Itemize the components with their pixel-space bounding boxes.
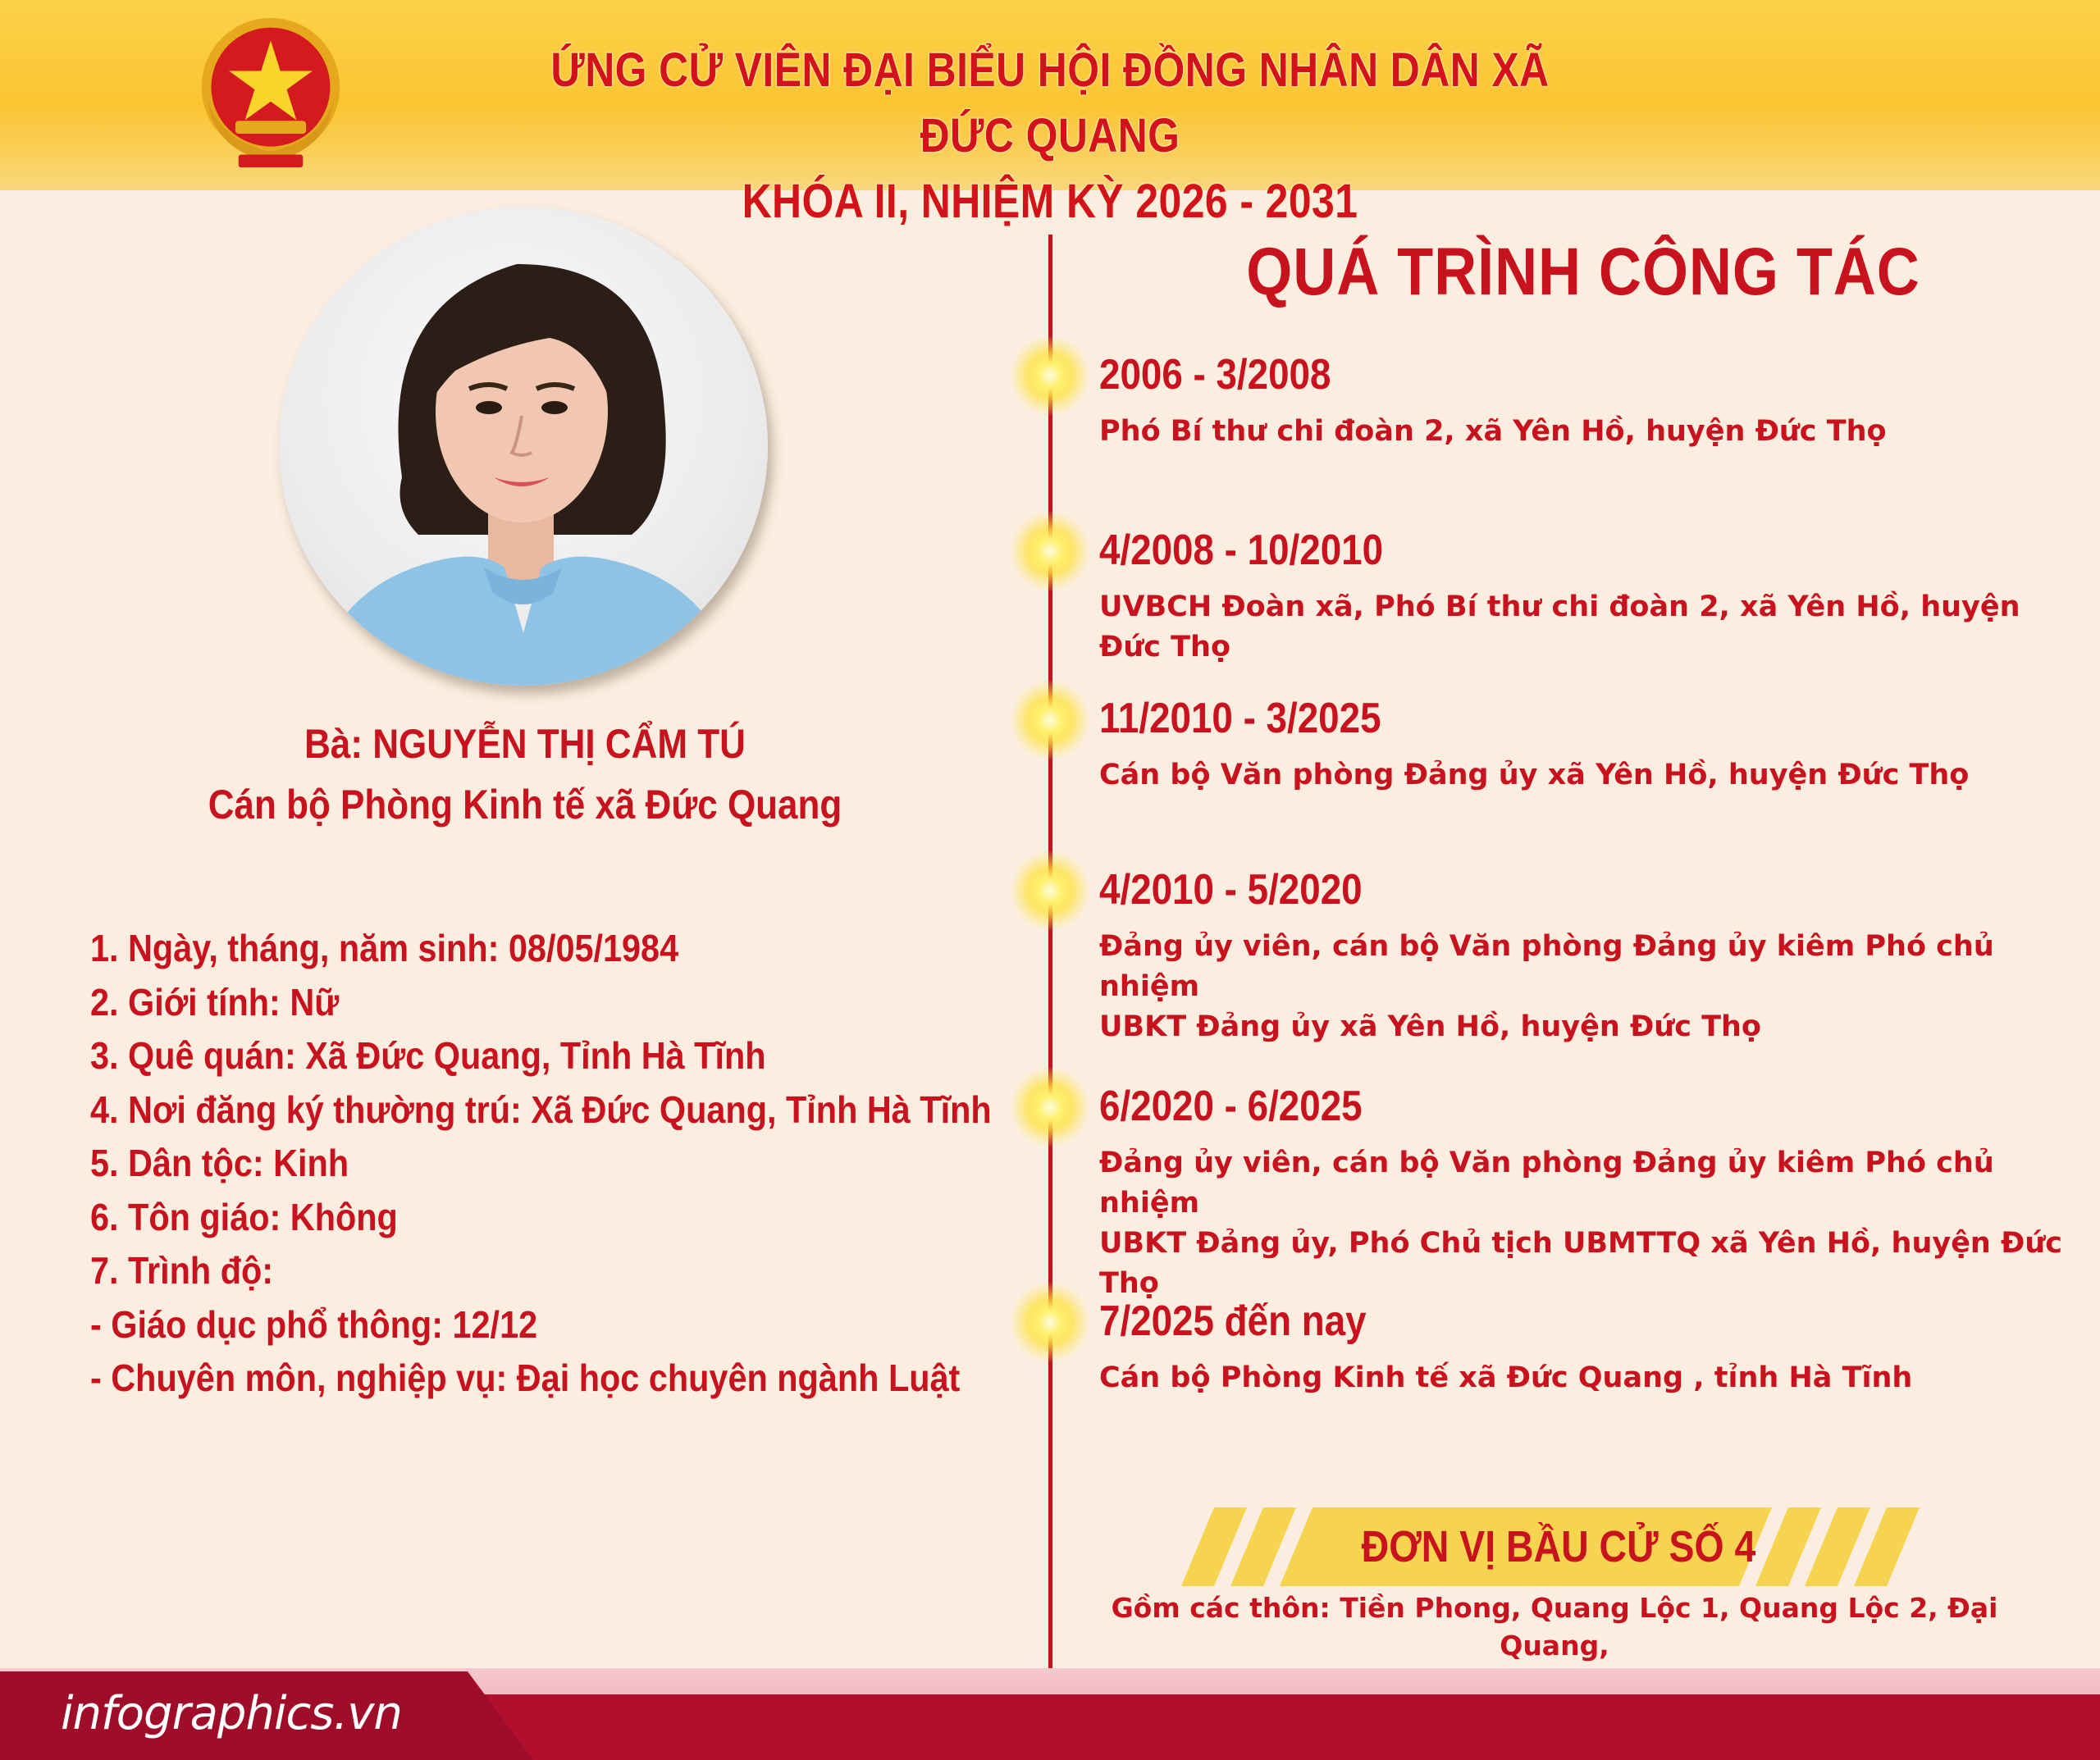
timeline-item <box>1099 1081 2084 1304</box>
timeline-period: 4/2008 - 10/2010 <box>1099 527 1384 574</box>
timeline-marker-icon <box>1011 851 1089 930</box>
career-title: QUÁ TRÌNH CÔNG TÁC <box>1246 235 1920 309</box>
info-birthdate: 1. Ngày, tháng, năm sinh: 08/05/1984 <box>90 927 679 969</box>
info-education-heading: 7. Trình độ: <box>90 1249 274 1292</box>
info-religion: 6. Tôn giáo: Không <box>90 1195 398 1238</box>
personal-info-list <box>90 922 992 1406</box>
timeline-marker-icon <box>1011 512 1089 590</box>
info-residence: 4. Nơi đăng ký thường trú: Xã Đức Quang, Tỉnh Hà Tĩnh <box>90 1087 992 1131</box>
candidate-photo <box>279 207 768 686</box>
header-title-line1: ỨNG CỬ VIÊN ĐẠI BIỂU HỘI ĐỒNG NHÂN DÂN XÃ ĐỨC QUANG <box>550 43 1550 162</box>
timeline-item <box>1099 1296 2084 1398</box>
timeline-marker-icon <box>1011 1068 1089 1147</box>
timeline-desc: Cán bộ Phòng Kinh tế xã Đức Quang , tỉnh Hà Tĩnh <box>1099 1361 1913 1394</box>
timeline-period: 11/2010 - 3/2025 <box>1099 695 1381 742</box>
timeline-desc: Đảng ủy viên, cán bộ Văn phòng Đảng ủy kiêm Phó chủ nhiệm UBKT Đảng ủy, Phó Chủ tịch UBMTTQ xã Yên Hồ, huyện Đức Thọ <box>1099 1147 2063 1300</box>
national-emblem-icon <box>190 13 351 174</box>
candidate-name: Bà: NGUYỄN THỊ CẨM TÚ <box>304 721 746 767</box>
timeline-marker-icon <box>1011 681 1089 759</box>
timeline-item <box>1099 864 2084 1047</box>
timeline-period: 2006 - 3/2008 <box>1099 351 1331 399</box>
info-gender: 2. Giới tính: Nữ <box>90 980 340 1024</box>
constituency-desc: Gồm các thôn: Tiền Phong, Quang Lộc 1, Quang Lộc 2, Đại Quang, <box>1111 1592 1998 1662</box>
header-title <box>542 38 1558 235</box>
info-hometown: 3. Quê quán: Xã Đức Quang, Tỉnh Hà Tĩnh <box>90 1034 766 1077</box>
constituency-title: ĐƠN VỊ BẦU CỬ SỐ 4 <box>1361 1522 1756 1571</box>
timeline-desc: Cán bộ Văn phòng Đảng ủy xã Yên Hồ, huyện Đức Thọ <box>1099 759 1970 791</box>
info-professional-education: - Chuyên môn, nghiệp vụ: Đại học chuyên ngành Luật <box>90 1356 961 1399</box>
timeline-marker-icon <box>1011 336 1089 415</box>
timeline-desc: Đảng ủy viên, cán bộ Văn phòng Đảng ủy kiêm Phó chủ nhiệm UBKT Đảng ủy xã Yên Hồ, huyện Đức Thọ <box>1099 930 1994 1043</box>
timeline-line <box>1048 235 1052 1668</box>
timeline-marker-icon <box>1011 1283 1089 1361</box>
timeline-period: 6/2020 - 6/2025 <box>1099 1083 1363 1130</box>
info-ethnicity: 5. Dân tộc: Kinh <box>90 1142 349 1184</box>
timeline-desc: UVBCH Đoàn xã, Phó Bí thư chi đoàn 2, xã Yên Hồ, huyện Đức Thọ <box>1099 590 2020 663</box>
footer-logo[interactable]: infographics.vn <box>61 1687 402 1740</box>
candidate-position: Cán bộ Phòng Kinh tế xã Đức Quang <box>208 782 842 828</box>
timeline-desc: Phó Bí thư chi đoàn 2, xã Yên Hồ, huyện Đức Thọ <box>1099 415 1887 448</box>
timeline-item <box>1099 525 2084 668</box>
info-general-education: - Giáo dục phổ thông: 12/12 <box>90 1302 538 1346</box>
timeline-item <box>1099 693 2084 796</box>
header-title-line2: KHÓA II, NHIỆM KỲ 2026 - 2031 <box>742 175 1358 228</box>
candidate-portrait-illustration <box>279 207 768 686</box>
timeline-item <box>1099 349 2084 452</box>
candidate-name-block <box>179 714 872 835</box>
timeline-period: 4/2010 - 5/2020 <box>1099 866 1363 914</box>
timeline-period: 7/2025 đến nay <box>1099 1297 1367 1345</box>
